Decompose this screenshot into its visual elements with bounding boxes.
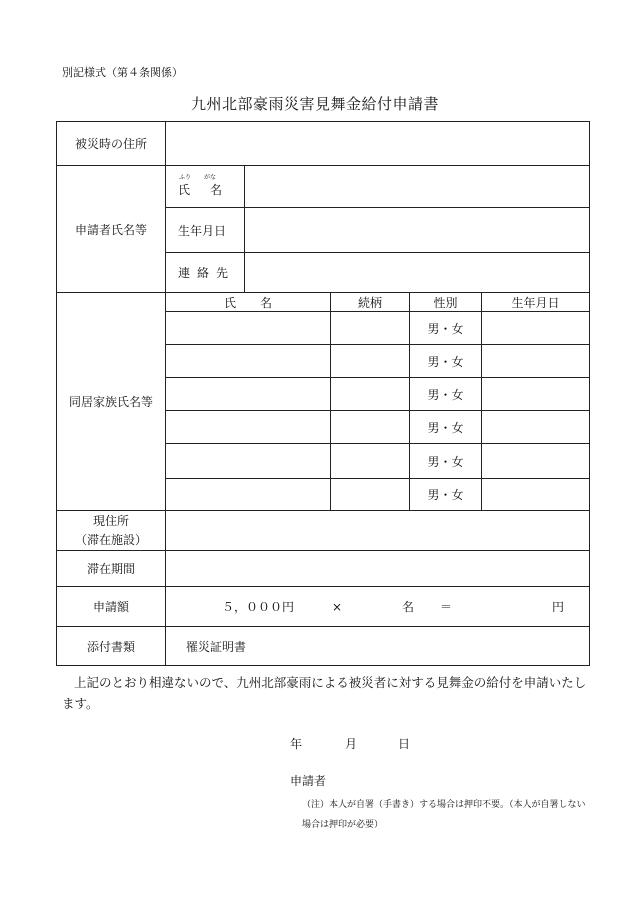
family-birth-field[interactable] xyxy=(482,479,590,511)
yen-unit: 円 xyxy=(552,600,565,614)
family-gender-option[interactable]: 男・女 xyxy=(410,411,482,444)
family-name-field[interactable] xyxy=(166,378,331,411)
family-relation-field[interactable] xyxy=(331,312,410,345)
amount-field[interactable] xyxy=(166,587,590,627)
month-label: 月 xyxy=(345,737,358,751)
family-name-field[interactable] xyxy=(166,312,331,345)
family-relation-field[interactable] xyxy=(331,444,410,479)
attachments-value: 罹災証明書 xyxy=(166,627,590,666)
stay-period-label: 滞在期間 xyxy=(57,551,166,587)
birth-label: 生年月日 xyxy=(166,208,245,253)
current-address-field[interactable] xyxy=(166,511,590,551)
family-name-field[interactable] xyxy=(166,444,331,479)
family-birth-field[interactable] xyxy=(482,345,590,378)
times-sign: × xyxy=(332,600,343,614)
declaration-text: 上記のとおり相違ないので、九州北部豪雨による被災者に対する見舞金の給付を申請いたします。 xyxy=(62,675,587,711)
name-label-with-furigana xyxy=(178,175,226,198)
family-header-birth: 生年月日 xyxy=(482,293,590,312)
family-relation-field[interactable] xyxy=(331,378,410,411)
family-birth-field[interactable] xyxy=(482,444,590,479)
family-gender-option[interactable]: 男・女 xyxy=(410,479,482,511)
family-gender-option[interactable]: 男・女 xyxy=(410,312,482,345)
day-label: 日 xyxy=(398,737,411,751)
address-label: 被災時の住所 xyxy=(57,122,166,166)
name-label: 氏 名 xyxy=(178,183,227,197)
family-header-gender: 性別 xyxy=(410,293,482,312)
address-field[interactable] xyxy=(166,122,590,166)
current-address-line1: 現住所 xyxy=(92,513,129,528)
family-header-name: 氏 名 xyxy=(166,293,331,312)
family-birth-field[interactable] xyxy=(482,312,590,345)
family-name-field[interactable] xyxy=(166,479,331,511)
furigana-label-1: ふり xyxy=(179,174,192,181)
application-form-table xyxy=(56,121,590,666)
family-birth-field[interactable] xyxy=(482,378,590,411)
note-text: （注）本人が自署（手書き）する場合は押印不要。（本人が自署しない場合は押印が必要） xyxy=(302,800,586,830)
family-relation-field[interactable] xyxy=(331,345,410,378)
form-reference: 別記様式（第４条関係） xyxy=(62,66,183,79)
current-address-label xyxy=(57,511,166,551)
applicant-signature-label: 申請者 xyxy=(290,774,327,788)
amount-label: 申請額 xyxy=(57,587,166,627)
equals-sign: ＝ xyxy=(440,600,453,614)
family-relation-field[interactable] xyxy=(331,411,410,444)
family-header-relation: 続柄 xyxy=(331,293,410,312)
applicant-label: 申請者氏名等 xyxy=(57,166,166,293)
family-gender-option[interactable]: 男・女 xyxy=(410,345,482,378)
family-label: 同居家族氏名等 xyxy=(57,293,166,511)
year-label: 年 xyxy=(290,737,303,751)
persons-unit: 名 xyxy=(402,600,415,614)
attachments-label: 添付書類 xyxy=(57,627,166,666)
stay-period-field[interactable] xyxy=(166,551,590,587)
applicant-birth-field[interactable] xyxy=(245,208,590,253)
name-label-cell xyxy=(166,166,245,208)
family-gender-option[interactable]: 男・女 xyxy=(410,378,482,411)
family-name-field[interactable] xyxy=(166,345,331,378)
contact-label: 連絡先 xyxy=(166,253,245,293)
current-address-line2: （滞在施設） xyxy=(74,532,147,547)
applicant-name-field[interactable] xyxy=(245,166,590,208)
furigana-label-2: がな xyxy=(204,174,217,181)
family-name-field[interactable] xyxy=(166,411,331,444)
family-birth-field[interactable] xyxy=(482,411,590,444)
family-relation-field[interactable] xyxy=(331,479,410,511)
unit-amount: ５，０００円 xyxy=(222,600,295,614)
applicant-contact-field[interactable] xyxy=(245,253,590,293)
family-gender-option[interactable]: 男・女 xyxy=(410,444,482,479)
form-title: 九州北部豪雨災害見舞金給付申請書 xyxy=(190,95,439,113)
